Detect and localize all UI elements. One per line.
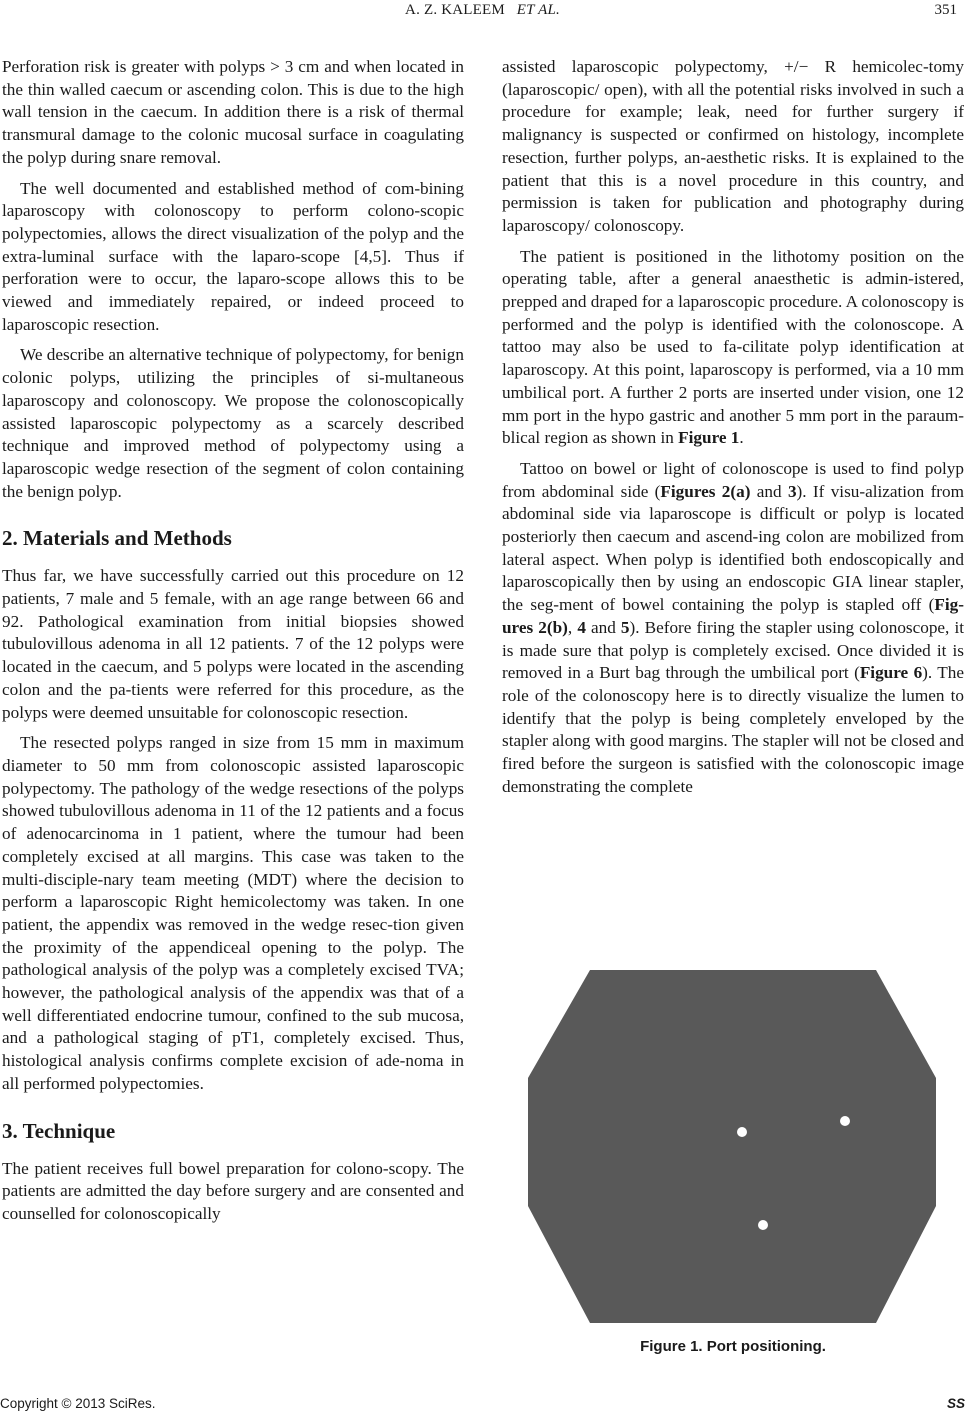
paragraph	[502, 246, 964, 450]
text-run: and	[585, 617, 621, 637]
paragraph: The well documented and established method of com-bining laparoscopy with colonoscopy to perform colono-scopic polypectomies, allows the direct visualization of the polyp and the extra-luminal surface with the laparo-scope [4,5]. Thus if perforation were to occur, the laparo-scope allows this to be viewed and immediately repaired, or indeed proceed to laparoscopic resection.	[2, 178, 464, 334]
hypogastric-port-marker	[758, 1220, 768, 1230]
figure-4-reference[interactable]: 4	[577, 617, 586, 637]
paraumbilical-port-marker	[840, 1116, 850, 1126]
author-names: A. Z. KALEEM	[405, 2, 505, 18]
copyright-notice: Copyright © 2013 SciRes.	[0, 1396, 156, 1411]
text-run: Tattoo on bowel or light of colonoscope is used to find polyp from abdominal side (	[502, 458, 964, 501]
paragraph: We describe an alternative technique of polypectomy, for benign colonic polyps, utilizing the principles of si-multaneous laparoscopy and colonoscopy. We propose the colonoscopically assisted laparoscopic polypectomy as a scarcely described technique and improved method of polypectomy using a laparoscopic wedge resection of the segment of colon containing the benign polyp.	[2, 345, 464, 501]
journal-abbreviation: SS	[946, 1396, 965, 1411]
figure-5-reference[interactable]: 5	[620, 617, 630, 637]
text-run: ). The role of the colonoscopy here is to directly visualize the lumen to identify that the polyp is being completely enveloped by the stapler along with good margins. The stapler will not be closed and fired before the surgeon is satisfied with the colonoscopic image demonstrating the complete	[502, 663, 964, 796]
figure-1-reference[interactable]: Figure 1	[678, 428, 740, 448]
page-footer	[0, 1396, 965, 1414]
text-run: The patient is positioned in the lithotomy position on the operating table, after a general anaesthetic is admin-istered, prepped and draped for a laparoscopic procedure. A colonoscopy is performed and the polyp is identified with the colonoscope. A tattoo may also be used to fa-cilitate polyp identification at laparoscopy. At this point, laparoscopy is performed, via a 10 mm umbilical port. A further 2 ports are inserted under vision, one 12 mm port in the hypo gastric and another 5 mm port in the paraum-blical region as shown in	[502, 246, 964, 448]
figure-3-reference[interactable]: 3	[787, 481, 797, 501]
running-title	[0, 2, 965, 19]
text-run: .	[739, 428, 744, 448]
paragraph: The resected polyps ranged in size from 15 mm in maximum diameter to 50 mm from colonoscopic assisted laparoscopic polypectomy. The pathology of the wedge resections of the polyps showed tubulovillous adenoma in 11 of the 12 patients and a focus of adenocarcinoma in 1 patient, where the tumour had been completely excised at all margins. This case was taken to the multi-disciple-nary team meeting (MDT) where the decision to perform a laparoscopic Right hemicolectomy was taken. In one patient, the appendix was removed in the wedge resec-tion given the proximity of the appendiceal opening to the polyp. The pathological analysis of the polyp was a completely excised TVA; however, the pathological analysis of the appendix was that of a well differentiated endocrine tumour, confined to the sub mucosa, and a pathological staging of pT1, completely excised. Thus, histological analysis confirms complete excision of ade-noma in all performed polypectomies.	[2, 733, 464, 1093]
page-number: 351	[934, 2, 957, 18]
abdomen-outline	[528, 970, 936, 1323]
port-positioning-diagram	[502, 968, 964, 1323]
umbilical-port-marker	[737, 1127, 747, 1137]
paragraph: Perforation risk is greater with polyps > 3 cm and when located in the thin walled caecum or ascending colon. This is due to the high wall tension in the caecum. In addition there is a risk of thermal transmural damage to the colonic mucosal surface in coagulating the polyp during snare removal.	[2, 57, 464, 167]
figure-2a-reference[interactable]: Figures 2(a)	[660, 481, 751, 501]
figure-2b-reference[interactable]: Fig-ures 2(b)	[502, 595, 964, 637]
running-head	[0, 0, 965, 24]
paragraph: The patient receives full bowel preparation for colono-scopy. The patients are admitted the day before surgery and are consented and counselled for colonoscopically	[2, 1158, 464, 1223]
text-run: ). Before firing the stapler using colonoscope, it is made sure that polyp is completely excised. Once divided it is removed in a Burt bag through the umbilical port (	[502, 617, 964, 683]
paragraph: assisted laparoscopic polypectomy, +/− R hemicolec-tomy (laparoscopic/ open), with all the potential risks involved in such a procedure for example; leak, need for further surgery if malignancy is suspected or confirmed on histology, incomplete resection, further polyps, an-aesthetic risks. It is explained to the patient that this is a novel procedure in this country, and permission is taken for publication and photography during laparoscopy/ colonoscopy.	[502, 57, 964, 235]
et-al: ET AL.	[516, 2, 560, 18]
text-run: and	[750, 481, 788, 501]
paragraph	[502, 458, 964, 799]
figure-6-reference[interactable]: Figure 6	[859, 663, 923, 683]
text-run: ,	[567, 617, 578, 637]
left-column	[2, 56, 464, 1234]
text-run: ). If visu-alization from abdominal side via laparoscope is difficult or polyp is located posteriorly then caecum and ascend-ing colon are mobilized from lateral aspect. When polyp is identified both endoscopically and laparoscopically then by using an endoscopic GIA linear stapler, the seg-ment of bowel containing the polyp is stapled off (	[502, 481, 964, 615]
figure-1	[502, 968, 964, 1355]
right-column	[502, 56, 964, 807]
figure-1-caption: Figure 1. Port positioning.	[640, 1338, 826, 1355]
section-heading-technique: 3. Technique	[2, 1118, 116, 1143]
section-heading-materials-methods: 2. Materials and Methods	[2, 526, 232, 551]
paragraph: Thus far, we have successfully carried out this procedure on 12 patients, 7 male and 5 female, with an age range between 66 and 92. Pathological examination from initial biopsies showed tubulovillous adenoma in all 12 patients. 7 of the 12 polyps were located in the caecum, and 5 polyps were located in the ascending colon and the pa-tients were referred for this procedure, as the polyps were deemed unsuitable for colonoscopic resection.	[2, 566, 464, 722]
